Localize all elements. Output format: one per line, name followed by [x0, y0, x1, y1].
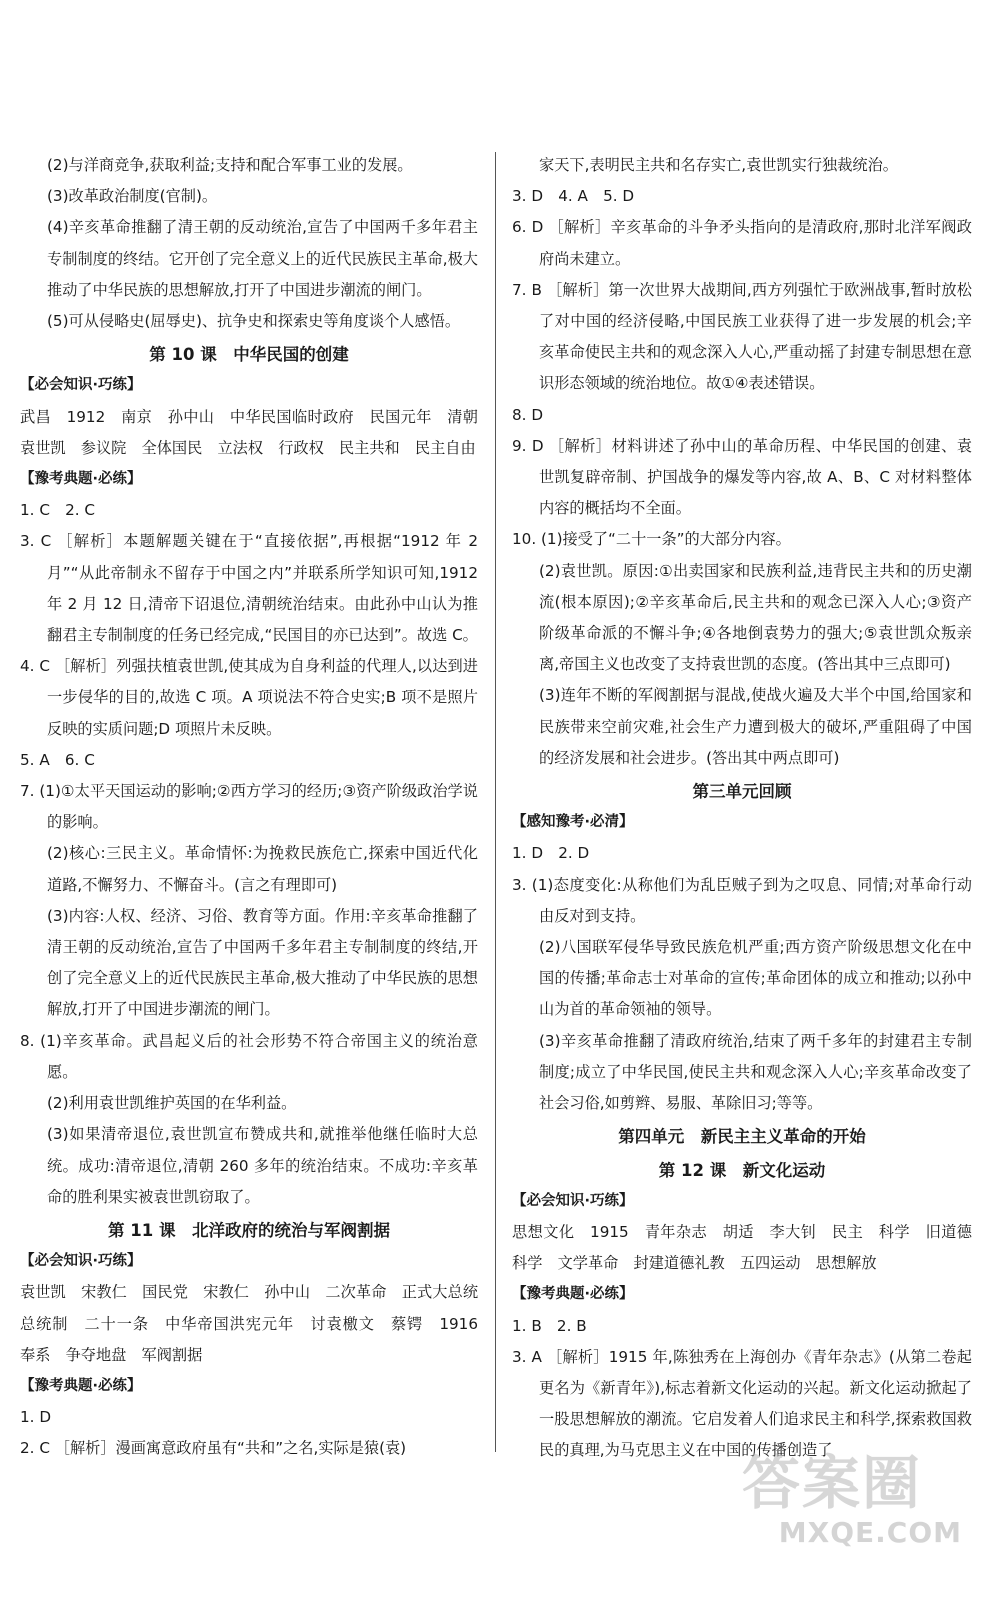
subsection-label: 【必会知识·巧练】: [512, 1192, 634, 1209]
subsection-label: 【必会知识·巧练】: [20, 377, 142, 394]
answer-subitem: (3)改革政治制度(官制)。: [47, 187, 218, 206]
keyword-line: 武昌 1912 南京 孙中山 中华民国临时政府 民国元年 清朝 袁世凯 参议院 全体国民 立法权 行政权 民主共和 民主自由: [20, 407, 494, 457]
subsection-label: 【必会知识·巧练】: [20, 1253, 142, 1270]
answer-line: 5. A 6. C: [20, 750, 95, 769]
answer-item: 7. B ［解析］第一次世界大战期间,西方列强忙于欧洲战事,暂时放松了对中国的经济侵略,中国民族工业获得了进一步发展的机会;辛亥革命使民主共和的观念深入人心,严重动摇了封建专制思想在意识形态领域的统治地位。故①④表述错误。: [512, 280, 972, 393]
answer-item: 2. C ［解析］漫画寓意政府虽有“共和”之名,实际是猿(袁): [20, 1439, 407, 1458]
keyword-line: 袁世凯 宋教仁 国民党 宋教仁 孙中山 二次革命 正式大总统 总统制 二十一条 中华帝国洪宪元年 讨袁檄文 蔡锷 1916 奉系 争夺地盘 军阀割据: [20, 1283, 494, 1364]
section-heading: 第 11 课 北洋政府的统治与军阀割据: [108, 1220, 390, 1240]
answer-subitem: (2)利用袁世凯维护英国的在华利益。: [47, 1094, 297, 1113]
watermark-logo: [742, 1450, 962, 1560]
answer-line: 3. D 4. A 5. D: [512, 187, 635, 206]
answer-line: 1. C 2. C: [20, 501, 96, 520]
answer-subitem: (4)辛亥革命推翻了清王朝的反动统治,宣告了中国两千多年君主专制制度的终结。它开创了完全意义上的近代民族民主革命,极大推动了中华民族的思想解放,打开了中国进步潮流的闸门。: [47, 218, 478, 299]
answer-subitem: (2)与洋商竞争,获取利益;支持和配合军事工业的发展。: [47, 156, 413, 174]
subsection-label: 【豫考典题·必练】: [512, 1286, 634, 1303]
watermark-site: MXQE.COM: [778, 1516, 962, 1549]
answer-item: 3. C ［解析］本题解题关键在于“直接依据”,再根据“1912 年 2 月”“从此帝制永不留存于中国之内”并联系所学知识可知,1912 年 2 月 12 日,清帝下诏退位,清朝统治结束。由此孙中山认为推翻君主专制制度的任务已经完成,“民国目的亦已达到”。故选 C。: [20, 532, 478, 645]
answer-line: 8. D: [512, 405, 544, 424]
watermark-main: 答案圈: [742, 1449, 923, 1517]
answer-line: 1. B 2. B: [512, 1316, 587, 1335]
right-column: [512, 150, 988, 1467]
answer-subitem: (3)连年不断的军阀割据与混战,使战火遍及大半个中国,给国家和民族带来空前灾难,社会生产力遭到极大的破坏,严重阻碍了中国的经济发展和社会进步。(答出其中两点即可): [539, 686, 972, 767]
answer-subitem: (2)袁世凯。原因:①出卖国家和民族利益,违背民主共和的历史潮流(根本原因);②辛亥革命后,民主共和的观念已深入人心;③资产阶级革命派的不懈斗争;④各地倒袁势力的强大;⑤袁世凯众叛亲离,帝国主义也改变了支持袁世凯的态度。(答出其中三点即可): [539, 561, 972, 674]
section-heading: 第 12 课 新文化运动: [658, 1160, 826, 1180]
answer-subitem: 家天下,表明民主共和名存实亡,袁世凯实行独裁统治。: [539, 156, 898, 174]
answer-item: 7. (1)①太平天国运动的影响;②西方学习的经历;③资产阶级政治学说的影响。: [20, 782, 478, 832]
answer-subitem: (3)如果清帝退位,袁世凯宣布赞成共和,就推举他继任临时大总统。成功:清帝退位,清朝 260 多年的统治结束。不成功:辛亥革命的胜利果实被袁世凯窃取了。: [47, 1125, 478, 1206]
answer-item: 3. A ［解析］1915 年,陈独秀在上海创办《青年杂志》(从第二卷起更名为《新青年》),标志着新文化运动的兴起。新文化运动掀起了一股思想解放的潮流。它启发着人们追求民主和科学,探索救国救民的真理,为马克思主义在中国的传播创造了: [512, 1347, 972, 1460]
answer-item: 4. C ［解析］列强扶植袁世凯,使其成为自身利益的代理人,以达到进一步侵华的目的,故选 C 项。A 项说法不符合史实;B 项不是照片反映的实质问题;D 项照片未反映。: [20, 657, 478, 738]
subsection-label: 【感知豫考·必清】: [512, 814, 634, 831]
subsection-label: 【豫考典题·必练】: [20, 471, 142, 488]
answer-item: 10. (1)接受了“二十一条”的大部分内容。: [512, 530, 791, 549]
answer-subitem: (2)核心:三民主义。革命情怀:为挽救民族危亡,探索中国近代化道路,不懈努力、不懈奋斗。(言之有理即可): [47, 844, 478, 894]
answer-subitem: (2)八国联军侵华导致民族危机严重;西方资产阶级思想文化在中国的传播;革命志士对革命的宣传;革命团体的成立和推动;以孙中山为首的革命领袖的领导。: [539, 938, 972, 1019]
answer-line: 1. D 2. D: [512, 844, 590, 863]
column-divider: [495, 152, 496, 1452]
left-column: [20, 150, 494, 1465]
subsection-label: 【豫考典题·必练】: [20, 1377, 142, 1394]
section-heading: 第 10 课 中华民国的创建: [149, 345, 349, 365]
answer-line: 1. D: [20, 1408, 52, 1427]
keyword-line: 思想文化 1915 青年杂志 胡适 李大钊 民主 科学 旧道德 科学 文学革命 封建道德礼教 五四运动 思想解放: [512, 1222, 988, 1273]
answer-item: 6. D ［解析］辛亥革命的斗争矛头指向的是清政府,那时北洋军阀政府尚未建立。: [512, 218, 972, 268]
answer-item: 3. (1)态度变化:从称他们为乱臣贼子到为之叹息、同情;对革命行动由反对到支持。: [512, 875, 972, 925]
answer-subitem: (3)辛亥革命推翻了清政府统治,结束了两千多年的封建君主专制制度;成立了中华民国,使民主共和观念深入人心;辛亥革命改变了社会习俗,如剪辫、易服、革除旧习;等等。: [539, 1031, 972, 1113]
section-heading: 第四单元 新民主主义革命的开始: [618, 1127, 866, 1147]
answer-subitem: (3)内容:人权、经济、习俗、教育等方面。作用:辛亥革命推翻了清王朝的反动统治,宣告了中国两千多年君主专制制度的终结,开创了完全意义上的近代民族民主革命,极大推动了中华民族的思想解放,打开了中国进步潮流的闸门。: [47, 906, 478, 1019]
answer-subitem: (5)可从侵略史(屈辱史)、抗争史和探索史等角度谈个人感悟。: [47, 312, 461, 331]
answer-item: 9. D ［解析］材料讲述了孙中山的革命历程、中华民国的创建、袁世凯复辟帝制、护国战争的爆发等内容,故 A、B、C 对材料整体内容的概括均不全面。: [512, 436, 972, 518]
section-heading: 第三单元回顾: [692, 782, 792, 802]
answer-item: 8. (1)辛亥革命。武昌起义后的社会形势不符合帝国主义的统治意愿。: [20, 1031, 478, 1081]
